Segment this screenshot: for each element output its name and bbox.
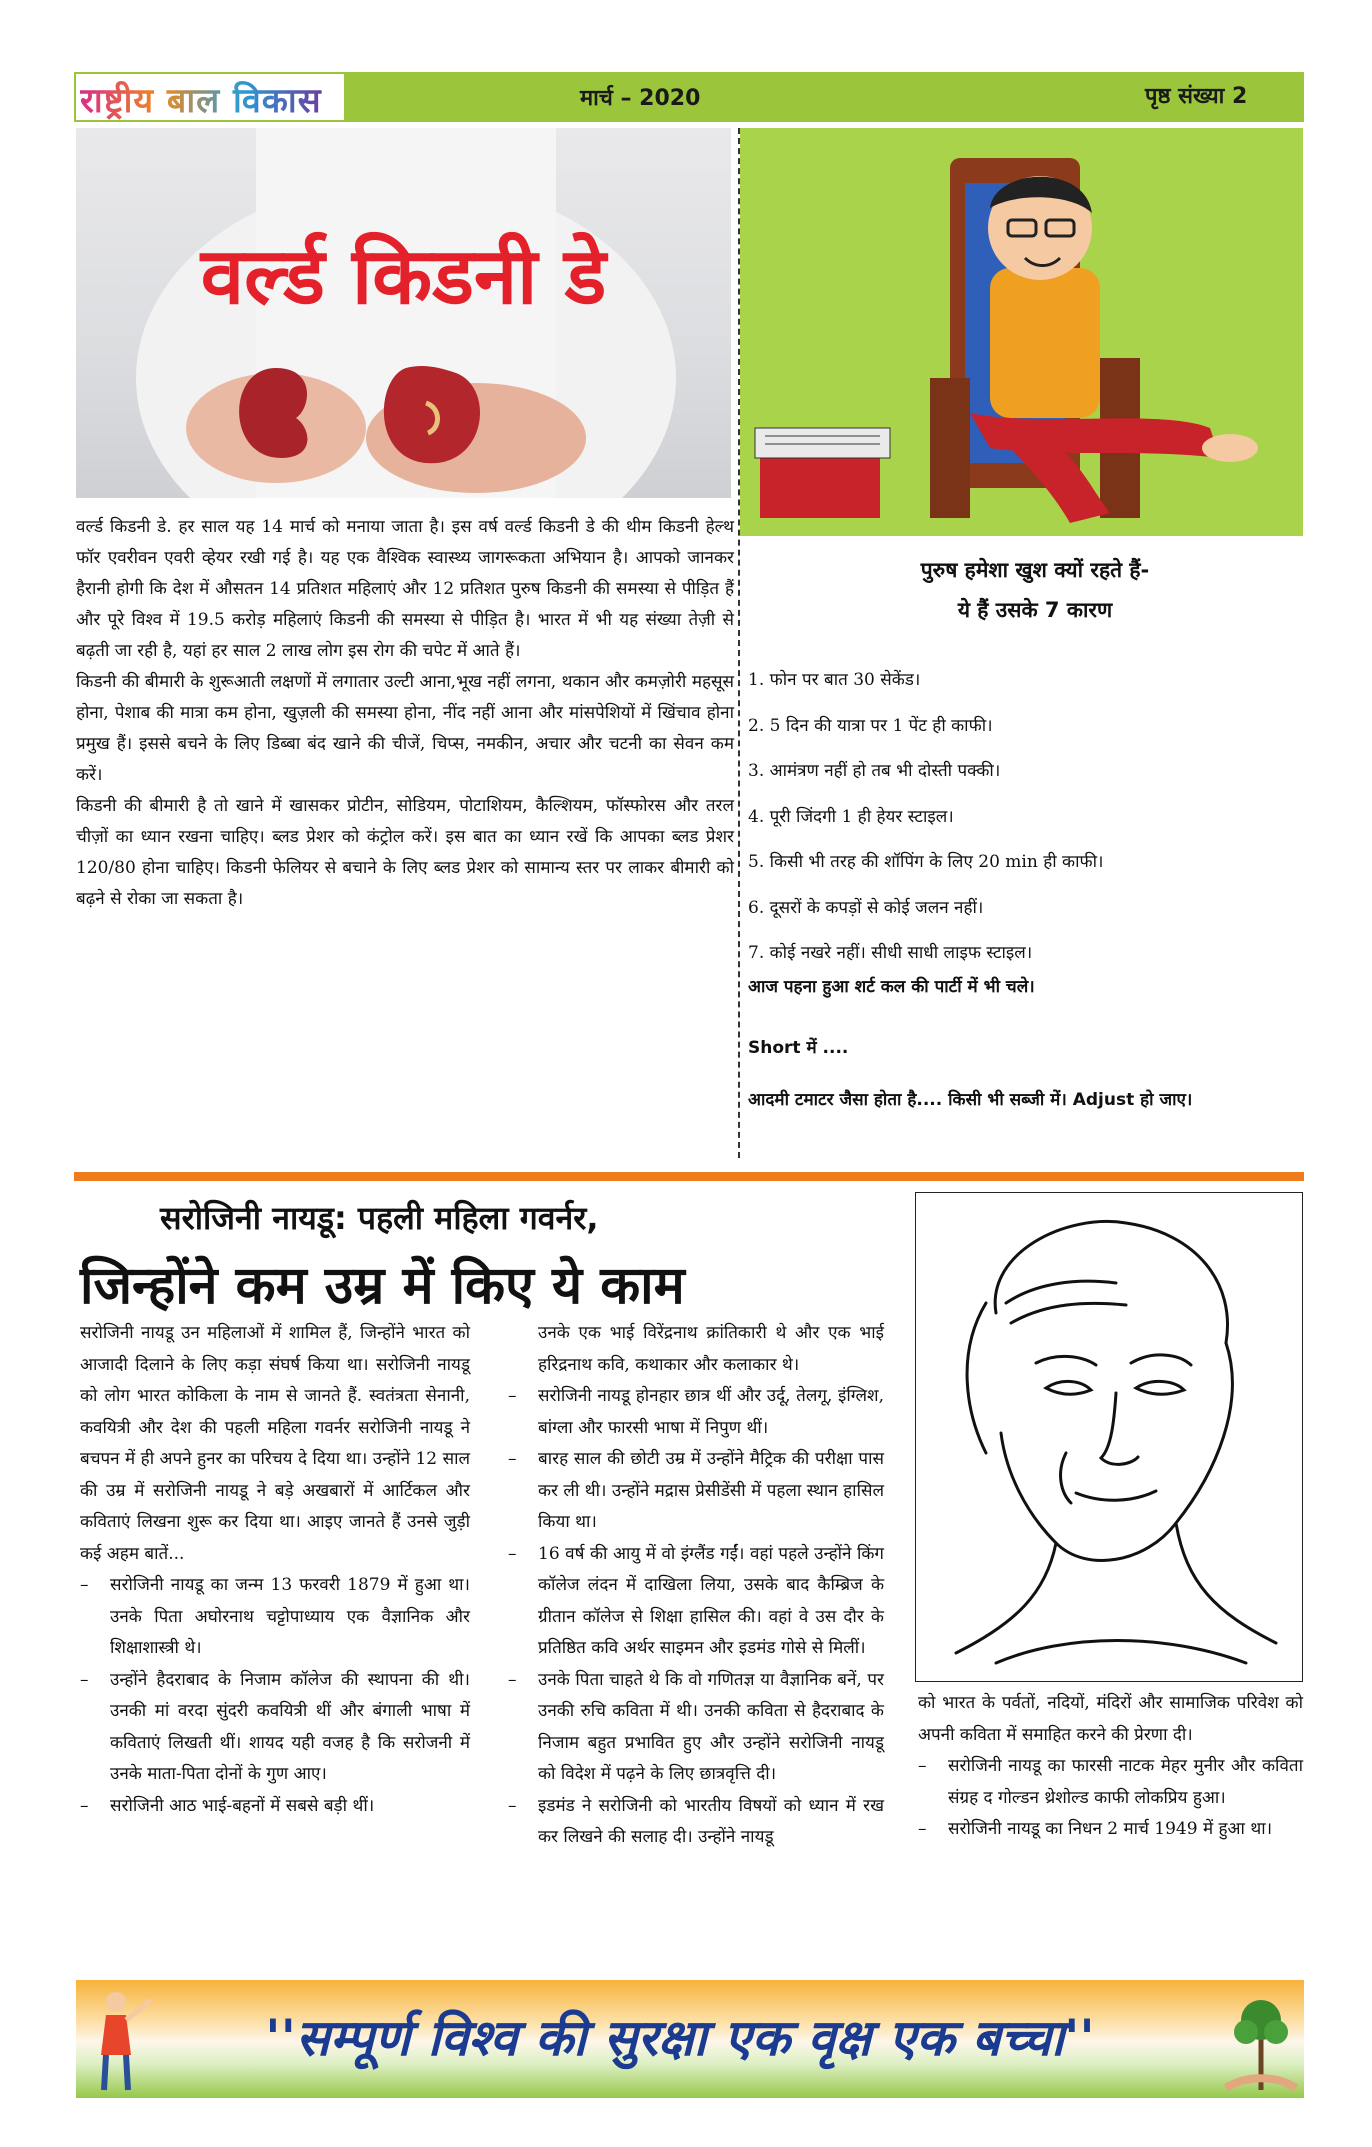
list-item-text: इडमंड ने सरोजिनी को भारतीय विषयों को ध्यान में रख कर लिखने की सलाह दी। उन्होंने नायडू xyxy=(538,1795,884,1847)
sarojini-column-1 xyxy=(80,1318,470,1822)
dash: – xyxy=(508,1449,517,1469)
sarojini-subtitle: सरोजिनी नायडू: पहली महिला गवर्नर, xyxy=(160,1199,599,1237)
short-note: Short में .... xyxy=(748,1038,849,1058)
heading-line: ये हैं उसके 7 कारण xyxy=(957,598,1113,622)
list-item xyxy=(508,1665,884,1791)
list-item: 7. कोई नखरे नहीं। सीधी साधी लाइफ स्टाइल। xyxy=(748,943,1033,963)
sarojini-continuation: को भारत के पर्वतों, नदियों, मंदिरों और सामाजिक परिवेश को अपनी कविता में समाहित करने की प्रेरणा दी। xyxy=(918,1693,1303,1745)
list-item xyxy=(508,1791,884,1854)
issue-date: मार्च – 2020 xyxy=(580,86,701,111)
list-item-text: सरोजिनी आठ भाई-बहनों में सबसे बड़ी थीं। xyxy=(110,1795,375,1816)
sarojini-intro: सरोजिनी नायडू उन महिलाओं में शामिल हैं, जिन्होंने भारत को आजादी दिलाने के लिए कड़ा संघर्ष किया था। सरोजिनी नायडू को लोग भारत कोकिला के नाम से जानते हैं. स्वतंत्रता सेनानी, कवयित्री और देश की पहली महिला गवर्नर सरोजिनी नायडू ने बचपन में ही अपने हुनर का परिचय दे दिया था। उन्होंने 12 साल की उम्र में सरोजिनी नायडू ने बड़े अखबारों में आर्टिकल और कविताएं लिखना शुरू कर दिया था। आइए जानते हैं उनसे जुड़ी कई अहम बातें... xyxy=(80,1323,470,1564)
list-item-text: सरोजिनी नायडू होनहार छात्र थीं और उर्दू, तेलगू, इंग्लिश, बांग्ला और फारसी भाषा में निपुण थीं। xyxy=(538,1386,884,1438)
kidney-day-title: वर्ल्ड किडनी डे xyxy=(200,232,607,322)
list-item xyxy=(80,1665,470,1791)
section-divider xyxy=(74,1172,1304,1181)
heading-line: पुरुष हमेशा खुश क्यों रहते हैं- xyxy=(920,558,1150,582)
list-item-text: सरोजिनी नायडू का निधन 2 मार्च 1949 में हुआ था। xyxy=(948,1819,1273,1839)
extra-reason: आज पहना हुआ शर्ट कल की पार्टी में भी चले। xyxy=(748,977,1035,997)
list-item: 2. 5 दिन की यात्रा पर 1 पेंट ही काफी। xyxy=(748,715,993,736)
dash: – xyxy=(508,1795,517,1816)
list-item xyxy=(508,1539,884,1665)
kidney-paragraph: वर्ल्ड किडनी डे. हर साल यह 14 मार्च को मनाया जाता है। इस वर्ष वर्ल्ड किडनी डे की थीम किडनी हेल्थ फॉर एवरीवन एवरी व्हेयर रखी गई है। यह एक वैश्विक स्वास्थ्य जागरूकता अभियान है। आपको जानकर हैरानी होगी कि देश में औसतन 14 प्रतिशत महिलाएं और 12 प्रतिशत पुरुष किडनी की समस्या से पीड़ित हैं और पूरे विश्व में 19.5 करोड़ महिलाएं किडनी की समस्या से पीड़ित है। भारत में भी यह संख्या तेज़ी से बढ़ती जा रही है, यहां हर साल 2 लाख लोग इस रोग की चपेट में आते हैं। xyxy=(76,517,734,661)
list-item-text: उनके पिता चाहते थे कि वो गणितज्ञ या वैज्ञानिक बनें, पर उनकी रुचि कविता में थी। उनकी कविता से हैदराबाद के निजाम बहुत प्रभावित हुए और उन्होंने सरोजिनी नायडू को विदेश में पढ़ने के लिए छात्रवृत्ति दी। xyxy=(538,1669,884,1784)
list-item: 6. दूसरों के कपड़ों से कोई जलन नहीं। xyxy=(748,897,984,918)
list-item xyxy=(918,1814,1303,1846)
sarojini-headline: जिन्होंने कम उम्र में किए ये काम xyxy=(80,1256,685,1316)
dash: – xyxy=(508,1386,517,1406)
masthead-logo: राष्ट्रीय बाल विकास xyxy=(80,76,322,122)
list-item xyxy=(508,1318,884,1381)
list-item: 1. फोन पर बात 30 सेकेंड। xyxy=(748,670,921,690)
slogan-text: ''सम्पूर्ण विश्व की सुरक्षा एक वृक्ष एक बच्चा'' xyxy=(265,2008,1095,2067)
adjust-note: आदमी टमाटर जैसा होता है.... किसी भी सब्जी में। Adjust हो जाए। xyxy=(748,1090,1193,1110)
list-item-text: सरोजिनी नायडू का जन्म 13 फरवरी 1879 में हुआ था। उनके पिता अघोरनाथ चट्टोपाध्याय एक वैज्ञानिक और शिक्षाशास्त्री थे। xyxy=(110,1575,470,1658)
dash: – xyxy=(508,1543,517,1564)
list-item-text: उन्होंने हैदराबाद के निजाम कॉलेज की स्थापना की थी। उनकी मां वरदा सुंदरी कवयित्री थीं और बंगाली भाषा में कविताएं लिखती थीं। शायद यही वजह है कि सरोजनी में उनके माता-पिता दोनों के गुण आए। xyxy=(110,1669,470,1784)
list-item-text: सरोजिनी नायडू का फारसी नाटक मेहर मुनीर और कविता संग्रह द गोल्डन थ्रेशोल्ड काफी लोकप्रिय हुआ। xyxy=(948,1756,1303,1808)
list-item: 3. आमंत्रण नहीं हो तब भी दोस्ती पक्की। xyxy=(748,761,1001,781)
list-item-text: 16 वर्ष की आयु में वो इंग्लैंड गईं। वहां पहले उन्होंने किंग कॉलेज लंदन में दाखिला लिया, उसके बाद कैम्ब्रिज के ग्रीतान कॉलेज से शिक्षा हासिल की। वहां वे उस दौर के प्रतिष्ठित कवि अर्थर साइमन और इडमंड गोसे से मिलीं। xyxy=(538,1543,884,1658)
kidney-paragraph: किडनी की बीमारी के शुरूआती लक्षणों में लगातार उल्टी आना,भूख नहीं लगना, थकान और कमज़ोरी महसूस होना, पेशाब की मात्रा कम होना, खुज़ली की समस्या होना, नींद नहीं आना और मांसपेशियों में खिंचाव होना प्रमुख हैं। इससे बचने के लिए डिब्बा बंद खाने की चीजें, चिप्स, नमकीन, अचार और चटनी का सेवन कम करें। xyxy=(76,672,734,785)
kidney-paragraph: किडनी की बीमारी है तो खाने में खासकर प्रोटीन, सोडियम, पोटाशियम, कैल्शियम, फॉस्फोरस और तरल चीज़ों का ध्यान रखना चाहिए। ब्लड प्रेशर को कंट्रोल करें। इस बात का ध्यान रखें कि आपका ब्लड प्रेशर 120/80 होना चाहिए। किडनी फेलियर से बचाने के लिए ब्लड प्रेशर को सामान्य स्तर पर लाकर बीमारी को बढ़ने से रोका जा सकता है। xyxy=(76,796,734,909)
sarojini-portrait xyxy=(915,1192,1303,1682)
dash: – xyxy=(80,1669,89,1690)
list-item-text: उनके एक भाई विरेंद्रनाथ क्रांतिकारी थे और एक भाई हरिद्रनाथ कवि, कथाकार और कलाकार थे। xyxy=(538,1323,884,1375)
sarojini-column-3 xyxy=(918,1688,1303,1846)
dash: – xyxy=(918,1756,927,1776)
list-item: 4. पूरी जिंदगी 1 ही हेयर स्टाइल। xyxy=(748,806,954,827)
dash: – xyxy=(918,1819,927,1839)
list-item xyxy=(80,1570,470,1665)
sarojini-column-2 xyxy=(508,1318,884,1854)
reasons-list xyxy=(748,658,1308,977)
list-item xyxy=(508,1444,884,1539)
list-item-text: बारह साल की छोटी उम्र में उन्होंने मैट्रिक की परीक्षा पास कर ली थी। उन्होंने मद्रास प्रेसीडेंसी में पहला स्थान हासिल किया था। xyxy=(538,1449,884,1532)
cartoon-man-relaxing xyxy=(740,128,1303,536)
dash: – xyxy=(80,1575,89,1595)
page-number: पृष्ठ संख्या 2 xyxy=(1145,84,1248,109)
men-article-heading xyxy=(770,550,1300,630)
dash: – xyxy=(508,1669,517,1690)
list-item xyxy=(508,1381,884,1444)
list-item: 5. किसी भी तरह की शॉपिंग के लिए 20 min ही काफी। xyxy=(748,852,1104,872)
dash: – xyxy=(80,1795,89,1816)
list-item xyxy=(918,1751,1303,1814)
list-item xyxy=(80,1791,470,1823)
kidney-article xyxy=(76,512,734,915)
